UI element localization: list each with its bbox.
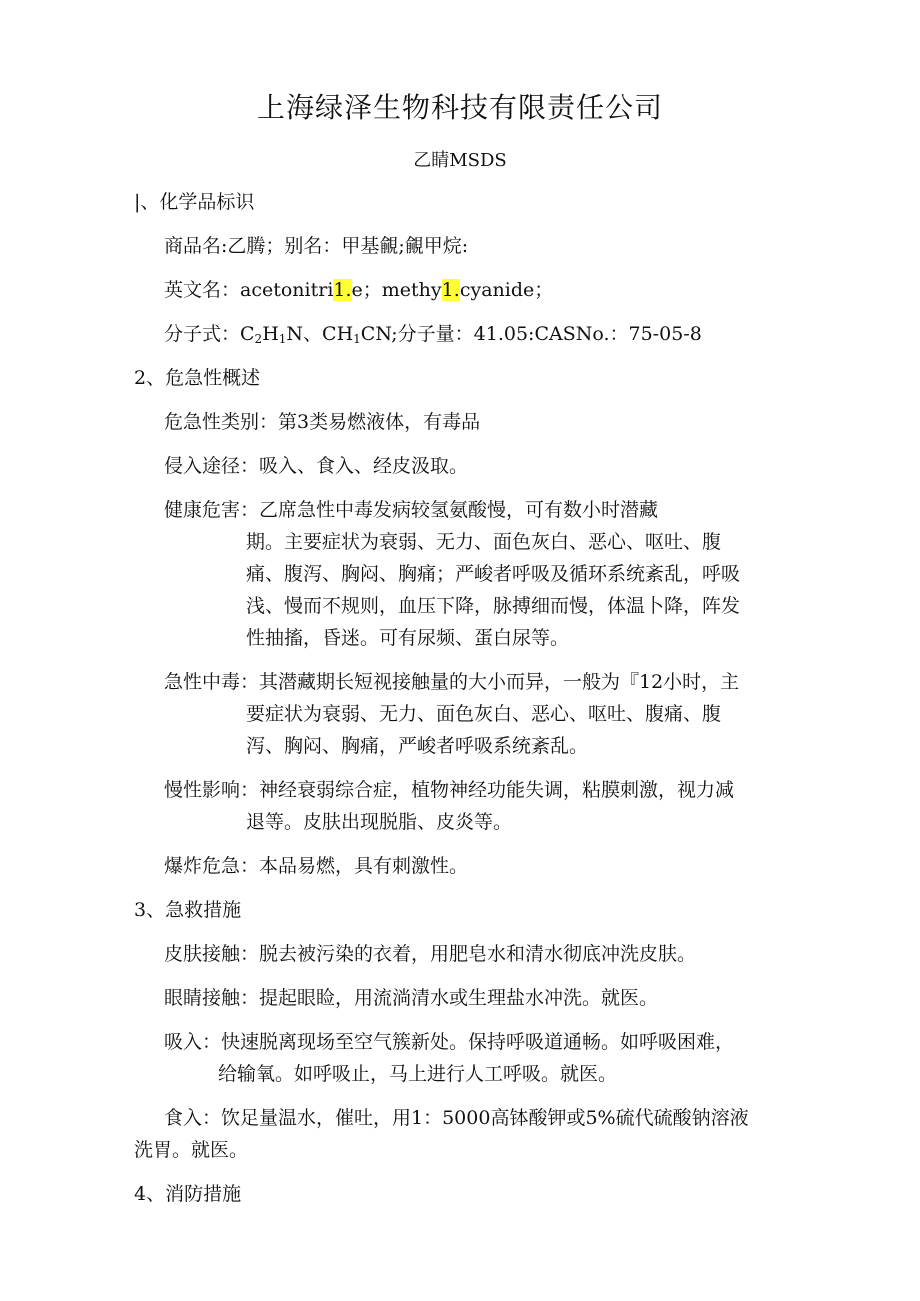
formula-part-1: 分子式：C	[164, 323, 255, 345]
english-name-prefix: 英文名：acetonitri	[164, 279, 334, 301]
formula-sub-3: 1	[353, 332, 361, 346]
health-hazard-line-1: 健康危害：乙席急性中毒发病较氢氨酸慢，可有数小时潜藏	[164, 499, 659, 521]
acute-poisoning-line-1: 急性中毒：其潜藏期长短视接触量的大小而异，一般为『12小时，主	[164, 671, 740, 693]
health-hazard-line-4: 浅、慢而不规则，血压下降，脉搏细而慢，体温卜降，阵发	[246, 595, 741, 617]
chronic-effect-line-1: 慢性影响：神经衰弱综合症，植物神经功能失调，粘膜刺激，视力减	[164, 779, 735, 801]
document-title: 乙睛MSDS	[413, 150, 507, 171]
english-name-line	[164, 274, 553, 306]
section-4-heading: 4、消防措施	[134, 1183, 242, 1205]
formula-part-4: CN;分子量：41.05:CASNo.：75-05-8	[360, 323, 702, 345]
skin-contact-line: 皮肤接触：脱去被污染的衣着，用肥皂水和清水彻底冲洗皮肤。	[164, 943, 697, 965]
health-hazard-line-2: 期。主要症状为衰弱、无力、面色灰白、恶心、呕吐、腹	[246, 531, 722, 553]
highlight-mark-2: 1.	[441, 279, 460, 301]
health-hazard-line-3: 痛、腹泻、胸闷、胸痛；严峻者呼吸及循环系统紊乱，呼吸	[246, 563, 741, 585]
formula-line	[164, 318, 702, 350]
ingestion-line-2: 洗胃。就医。	[134, 1139, 249, 1161]
highlight-mark-1: 1.	[333, 279, 352, 301]
english-name-mid: e；methy	[351, 279, 442, 301]
english-name-suffix: cyanide；	[459, 279, 554, 301]
formula-sub-2: 1	[278, 332, 287, 346]
acute-poisoning-line-3: 泻、胸闷、胸痛，严峻者呼吸系统紊乱。	[246, 735, 589, 757]
section-3-heading: 3、急救措施	[134, 899, 242, 921]
eye-contact-line: 眼睛接触：提起眼睑，用流淌清水或生理盐水冲洗。就医。	[164, 987, 659, 1009]
acute-poisoning-line-2: 要症状为衰弱、无力、面色灰白、恶心、呕吐、腹痛、腹	[246, 703, 722, 725]
ingestion-line-1: 食入：饮足量温水，催吐，用1：5000高钵酸钾或5%硫代硫酸钠溶液	[164, 1107, 749, 1129]
formula-part-3: N、CH	[286, 323, 354, 345]
explosion-hazard-line: 爆炸危急：本品易燃，具有刺激性。	[164, 855, 469, 877]
hazard-category-line: 危急性类别：第3类易燃液体，有毒品	[164, 411, 481, 433]
section-1-heading: |、化学品标识	[134, 191, 255, 213]
chronic-effect-line-2: 退等。皮肤出现脱脂、皮炎等。	[246, 811, 513, 833]
inhalation-line-2: 给输氧。如呼吸止，马上进行人工呼吸。就医。	[218, 1063, 618, 1085]
inhalation-line-1: 吸入：快速脱离现场至空气簇新处。保持呼吸道通畅。如呼吸困难，	[164, 1031, 735, 1053]
section-2-heading: 2、危急性概述	[134, 367, 261, 389]
formula-sub-1: 2	[254, 332, 263, 346]
exposure-route-line: 侵入途径：吸入、食入、经皮汲取。	[164, 455, 469, 477]
formula-part-2: H	[262, 323, 279, 345]
company-title: 上海绿泽生物科技有限责任公司	[256, 91, 663, 124]
health-hazard-line-5: 性抽搐，昏迷。可有尿频、蛋白尿等。	[246, 627, 570, 649]
trade-name-line: 商品名:乙腾；别名：甲基覦;覦甲烷:	[164, 235, 469, 257]
